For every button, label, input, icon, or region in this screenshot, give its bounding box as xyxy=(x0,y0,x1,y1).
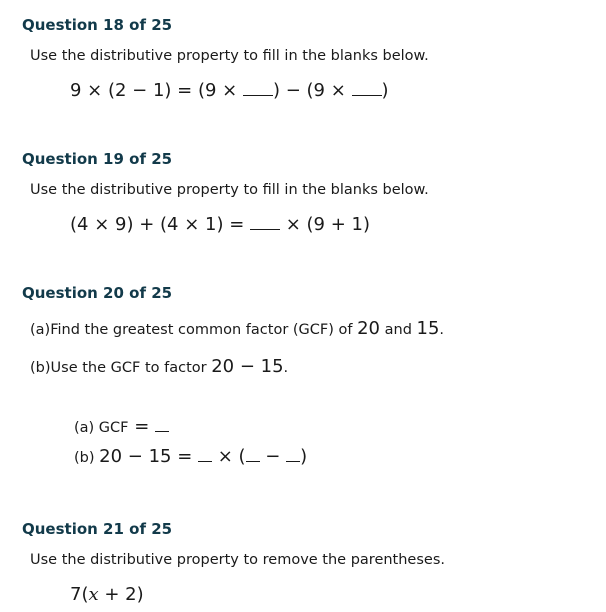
question-20-title: Question 20 of 25 xyxy=(22,284,173,302)
question-20-answer-b xyxy=(74,446,307,467)
part-a-number-2: 15 xyxy=(416,318,440,339)
expr-mid: ) − (9 × xyxy=(272,80,352,101)
answer-b-label: (b) xyxy=(74,450,100,466)
answer-blank-2[interactable] xyxy=(352,80,382,96)
expr-rest: + 2) xyxy=(98,584,144,605)
part-a-and: and xyxy=(380,322,417,338)
question-21-prompt: Use the distributive property to remove the parentheses. xyxy=(30,552,445,568)
question-20-part-a xyxy=(30,318,444,339)
answer-blank-1[interactable] xyxy=(243,80,273,96)
answer-blank-1[interactable] xyxy=(250,214,280,230)
expr-left: (4 × 9) + (4 × 1) = xyxy=(70,214,250,235)
part-a-text: Find the greatest common factor (GCF) of xyxy=(50,322,358,338)
factor-blank-term-1[interactable] xyxy=(246,446,260,462)
question-18-title: Question 18 of 25 xyxy=(22,16,173,34)
part-b-expression: 20 − 15 xyxy=(211,356,284,377)
question-18-prompt: Use the distributive property to fill in the blanks below. xyxy=(30,48,429,64)
question-21-title: Question 21 of 25 xyxy=(22,520,173,538)
answer-b-close: ) xyxy=(300,446,308,467)
expr-variable: x xyxy=(88,584,99,605)
answer-b-minus: − xyxy=(259,446,287,467)
question-20-answer-a xyxy=(74,416,169,437)
question-19-title: Question 19 of 25 xyxy=(22,150,173,168)
question-20-part-b xyxy=(30,356,288,377)
answer-a-equals: = xyxy=(128,416,156,437)
expr-coef: 7( xyxy=(70,584,89,605)
answer-b-expression: 20 − 15 = xyxy=(99,446,198,467)
gcf-answer-blank[interactable] xyxy=(155,416,169,432)
factor-blank-term-2[interactable] xyxy=(286,446,300,462)
factor-blank-gcf[interactable] xyxy=(198,446,212,462)
question-19-prompt: Use the distributive property to fill in the blanks below. xyxy=(30,182,429,198)
part-a-number-1: 20 xyxy=(357,318,381,339)
part-a-label: (a) xyxy=(30,322,51,338)
expr-end: ) xyxy=(381,80,389,101)
question-21-expression xyxy=(70,584,144,605)
question-18-expression xyxy=(70,80,389,101)
part-a-period: . xyxy=(439,322,445,338)
expr-end: × (9 + 1) xyxy=(280,214,370,235)
answer-b-times: × ( xyxy=(212,446,246,467)
expr-left: 9 × (2 − 1) = (9 × xyxy=(70,80,243,101)
part-b-text: Use the GCF to factor xyxy=(50,360,212,376)
question-19-expression xyxy=(70,214,370,235)
part-b-label: (b) xyxy=(30,360,51,376)
answer-a-label: (a) GCF xyxy=(74,420,129,436)
part-b-period: . xyxy=(283,360,289,376)
